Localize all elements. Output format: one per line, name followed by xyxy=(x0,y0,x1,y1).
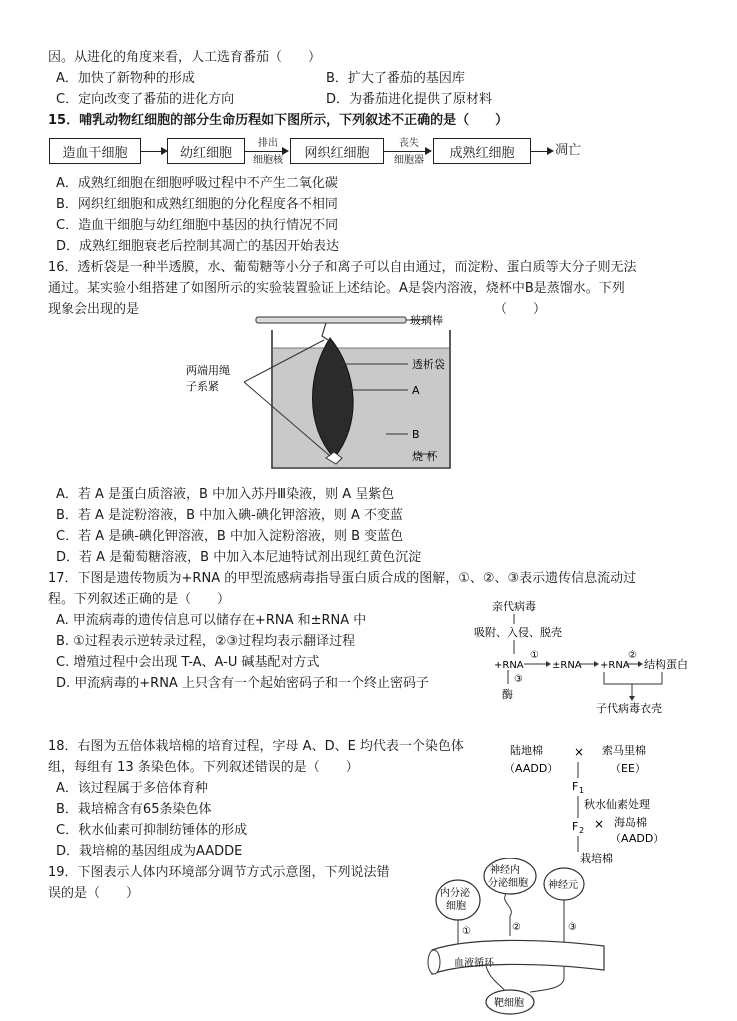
label-a: A xyxy=(412,384,420,397)
label-f1-sub: 1 xyxy=(579,786,585,795)
flow-box-hematopoietic-stem-cell: 造血干细胞 xyxy=(49,138,141,164)
label-cultivated-cotton: 栽培棉 xyxy=(580,852,613,865)
flow-step-organelle-label: 细胞器 xyxy=(394,155,424,166)
q14-stem-tail: 因。从进化的角度来看，人工选育番茄（ ） xyxy=(48,50,322,65)
q17-option-d: D. 甲流病毒的+RNA 上只含有一个起始密码子和一个终止密码子 xyxy=(56,676,429,691)
q16-option-b: B．若 A 是淀粉溶液，B 中加入碘-碘化钾溶液，则 A 不变蓝 xyxy=(56,508,403,523)
q16-option-a: A．若 A 是蛋白质溶液，B 中加入苏丹Ⅲ染液，则 A 呈紫色 xyxy=(56,487,395,502)
label-colchicine: 秋水仙素处理 xyxy=(584,798,650,811)
label-path-2: ② xyxy=(512,922,521,933)
label-entry-steps: 吸附、入侵、脱壳 xyxy=(474,626,562,639)
q18-option-c: C．秋水仙素可抑制纺锤体的形成 xyxy=(56,823,248,838)
flu-virus-figure xyxy=(462,598,702,716)
label-tie-line2: 子系紧 xyxy=(186,380,219,393)
label-upland-cotton: 陆地棉 xyxy=(510,744,543,757)
q19-stem-line1: 19．下图表示人体内环境部分调节方式示意图，下列说法错 xyxy=(48,865,390,880)
label-parent-virus: 亲代病毒 xyxy=(492,600,536,613)
label-step-1: ① xyxy=(530,650,539,661)
q17-stem-line1: 17．下图是遗传物质为+RNA 的甲型流感病毒指导蛋白质合成的图解，①、②、③表示遗传信息流动过 xyxy=(48,571,637,586)
label-endocrine-line2: 细胞 xyxy=(446,901,466,912)
label-structural-protein: 结构蛋白 xyxy=(644,658,688,671)
label-pm-rna: ±RNA xyxy=(552,660,582,671)
flow-arrow-3 xyxy=(384,151,430,152)
q15-option-c: C．造血干细胞与幼红细胞中基因的执行情况不同 xyxy=(56,218,339,233)
q16-stem-line1: 16．透析袋是一种半透膜，水、葡萄糖等小分子和离子可以自由通过，而淀粉、蛋白质等大分子则无法 xyxy=(48,260,637,275)
label-somali-cotton: 索马里棉 xyxy=(602,744,646,757)
label-plus-rna-2: +RNA xyxy=(600,660,630,671)
homeostasis-regulation-figure xyxy=(426,858,626,1018)
q18-option-a: A．该过程属于多倍体育种 xyxy=(56,781,208,796)
flow-end-apoptosis: 凋亡 xyxy=(555,143,582,158)
flow-arrow-2 xyxy=(245,151,287,152)
label-sea-island-genotype: （AADD） xyxy=(610,832,665,845)
label-tie-line1: 两端用绳 xyxy=(186,364,230,377)
label-f2: F xyxy=(572,820,579,833)
q16-option-d: D．若 A 是葡萄糖溶液，B 中加入本尼迪特试剂出现红黄色沉淀 xyxy=(56,550,422,565)
label-endocrine-line1: 内分泌 xyxy=(440,888,470,899)
q19-stem-line2: 误的是（ ） xyxy=(48,886,140,901)
label-upland-genotype: （AADD） xyxy=(504,762,559,775)
q16-stem-line2: 通过。某实验小组搭建了如图所示的实验装置验证上述结论。A是袋内溶液，烧杯中B是蒸馏水。下列 xyxy=(48,281,625,296)
label-dialysis-bag: 透析袋 xyxy=(412,358,445,371)
label-neuron: 神经元 xyxy=(548,880,578,891)
label-b: B xyxy=(412,428,420,441)
q18-stem-line1: 18．右图为五倍体栽培棉的培育过程，字母 A、D、E 均代表一个染色体 xyxy=(48,739,464,754)
q14-option-b: B．扩大了番茄的基因库 xyxy=(326,71,465,86)
dialysis-apparatus-figure xyxy=(176,312,476,474)
cotton-breeding-figure xyxy=(500,742,700,866)
label-sea-island-cotton: 海岛棉 xyxy=(614,816,647,829)
q17-option-a: A. 甲流病毒的遗传信息可以储存在+RNA 和±RNA 中 xyxy=(56,613,367,628)
flow-step-nucleus-label: 细胞核 xyxy=(253,155,283,166)
label-neuroendocrine-line2: 分泌细胞 xyxy=(488,878,528,889)
q18-option-d: D．栽培棉的基因组成为AADDE xyxy=(56,844,243,859)
label-beaker: 烧 杯 xyxy=(412,450,438,463)
endocrine-cell xyxy=(436,880,480,920)
flow-arrow-4 xyxy=(530,151,552,152)
label-f1: F xyxy=(572,780,579,793)
label-somali-genotype: （EE） xyxy=(610,762,646,775)
q17-stem-line2: 程。下列叙述正确的是（ ） xyxy=(48,592,231,607)
q18-stem-line2: 组，每组有 13 条染色体。下列叙述错误的是（ ） xyxy=(48,760,359,775)
flow-box-reticulocyte: 网织红细胞 xyxy=(290,138,384,164)
q15-option-a: A．成熟红细胞在细胞呼吸过程中不产生二氧化碳 xyxy=(56,176,338,191)
label-step-3: ③ xyxy=(514,674,523,685)
label-path-1: ① xyxy=(462,926,471,937)
flow-arrow-1 xyxy=(140,151,166,152)
q18-option-b: B．栽培棉含有65条染色体 xyxy=(56,802,212,817)
flow-step-expel-label: 排出 xyxy=(258,138,278,149)
label-progeny-coat: 子代病毒衣壳 xyxy=(596,702,662,715)
glass-rod xyxy=(256,317,406,323)
q14-option-c: C．定向改变了番茄的进化方向 xyxy=(56,92,235,107)
label-enzyme: 酶 xyxy=(502,688,513,701)
label-cross-1: × xyxy=(574,745,585,759)
q16-option-c: C．若 A 是碘-碘化钾溶液，B 中加入淀粉溶液，则 B 变蓝色 xyxy=(56,529,404,544)
q17-option-c: C. 增殖过程中会出现 T-A、A-U 碱基配对方式 xyxy=(56,655,320,670)
label-plus-rna-1: +RNA xyxy=(494,660,524,671)
label-glass-rod: 玻璃棒 xyxy=(410,314,443,327)
q14-option-d: D．为番茄进化提供了原材料 xyxy=(326,92,493,107)
flow-box-mature-rbc: 成熟红细胞 xyxy=(433,138,531,164)
q17-option-b: B. ①过程表示逆转录过程，②③过程均表示翻译过程 xyxy=(56,634,356,649)
label-f2-sub: 2 xyxy=(579,826,585,835)
label-path-3: ③ xyxy=(568,922,577,933)
q15-stem: 15．哺乳动物红细胞的部分生命历程如下图所示，下列叙述不正确的是（ ） xyxy=(48,113,509,128)
label-step-2: ② xyxy=(628,650,637,661)
q16-stem-line3: 现象会出现的是 xyxy=(48,302,140,317)
label-circulation: 血液循环 xyxy=(454,958,494,969)
flow-step-lose-label: 丧失 xyxy=(399,138,419,149)
flow-box-erythroblast: 幼红细胞 xyxy=(167,138,245,164)
label-neuroendocrine-line1: 神经内 xyxy=(490,865,520,876)
q14-option-a: A．加快了新物种的形成 xyxy=(56,71,195,86)
label-cross-2: × xyxy=(594,817,605,831)
q15-option-b: B．网织红细胞和成熟红细胞的分化程度各不相同 xyxy=(56,197,338,212)
q15-option-d: D．成熟红细胞衰老后控制其凋亡的基因开始表达 xyxy=(56,239,340,254)
label-target-cell: 靶细胞 xyxy=(494,998,524,1009)
q16-answer-paren: （ ） xyxy=(494,302,547,317)
